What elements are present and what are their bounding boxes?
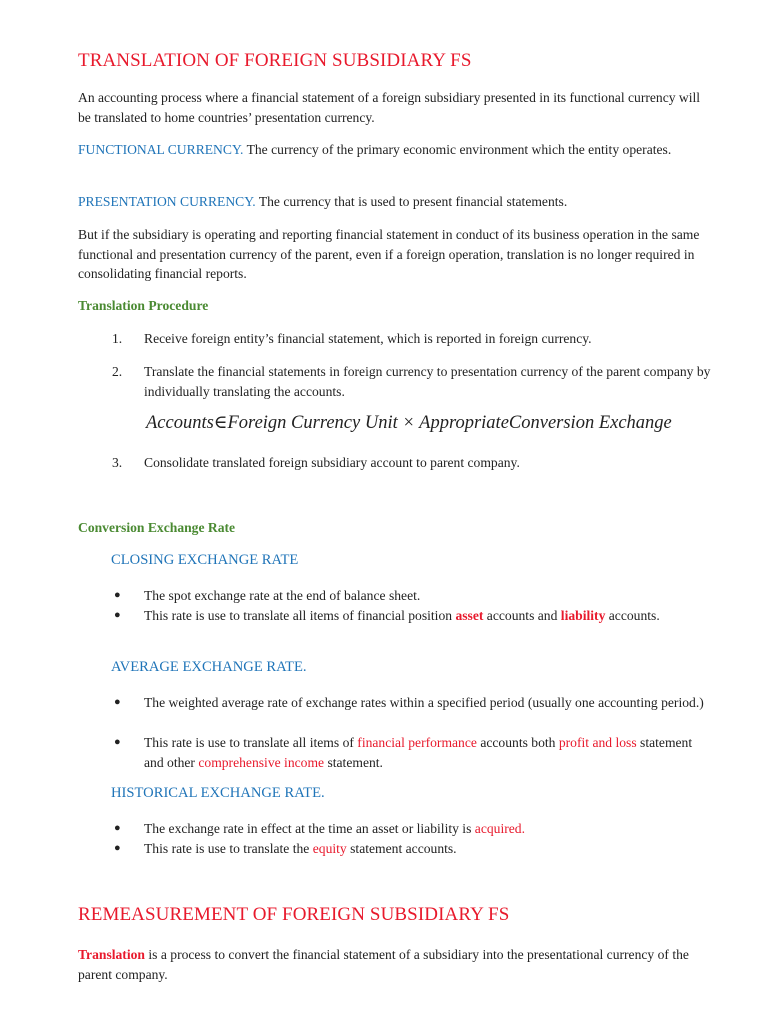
bullet-icon: ● [114,736,121,748]
intro-paragraph: An accounting process where a financial statement of a foreign subsidiary presented in its functional currency will be translated to home countries’ presentation currency. [78,90,701,125]
text-run: This rate is use to translate all items of financial position [144,608,456,623]
step-number: 1. [112,331,123,346]
historical-exchange-rate-heading: HISTORICAL EXCHANGE RATE. [111,785,325,801]
comprehensive-income-highlight: comprehensive income [198,754,325,770]
list-item [78,839,718,859]
functional-currency-definition: The currency of the primary economic environment which the entity operates. [243,142,672,157]
bullet-icon: ● [114,822,121,834]
list-item-text [144,606,714,626]
list-item [78,693,718,733]
text-run: statement accounts. [346,841,457,856]
translation-definition-paragraph [78,945,708,984]
profit-and-loss-highlight: profit and loss [558,735,637,750]
text-run: This rate is use to translate the [144,841,313,856]
liability-highlight: liability [560,608,606,623]
bullet-icon: ● [114,609,121,621]
list-item [78,586,718,606]
procedure-step [78,453,718,473]
text-run: This rate is use to translate all items of [144,735,358,750]
translation-formula: Accounts∈Foreign Currency Unit × AppropriateConversion Exchange [146,413,672,433]
step-text: Translate the financial statements in foreign currency to presentation currency of the parent company by individually translating the accounts. [144,364,711,399]
step-number: 2. [112,364,123,379]
presentation-currency-paragraph [78,192,708,212]
step-text: Consolidate translated foreign subsidiary account to parent company. [144,455,520,470]
procedure-step [78,329,718,349]
closing-exchange-rate-heading: CLOSING EXCHANGE RATE [111,552,299,568]
step-number: 3. [112,455,123,470]
translation-label: Translation [78,947,145,962]
bullet-icon: ● [114,696,121,708]
text-run: statement and other [144,735,693,770]
list-item-text: The spot exchange rate at the end of balance sheet. [144,588,421,603]
list-item [78,819,718,839]
procedure-step [78,362,718,402]
list-item-text [144,839,714,859]
section-title-remeasurement: REMEASUREMENT OF FOREIGN SUBSIDIARY FS [78,904,510,925]
step-text: Receive foreign entity’s financial statement, which is reported in foreign currency. [144,331,592,346]
functional-currency-paragraph [78,140,708,160]
list-item-text: The weighted average rate of exchange rates within a specified period (usually one accounting period.) [144,695,704,710]
presentation-currency-label: PRESENTATION CURRENCY. [78,194,256,209]
bullet-icon: ● [114,842,121,854]
presentation-currency-definition: The currency that is used to present financial statements. [255,194,568,209]
average-exchange-rate-heading: AVERAGE EXCHANGE RATE. [111,659,307,675]
conversion-exchange-rate-heading: Conversion Exchange Rate [78,520,236,535]
text-run: accounts both [476,735,559,750]
list-item [78,606,718,646]
translation-procedure-heading: Translation Procedure [78,298,209,313]
bullet-icon: ● [114,589,121,601]
translation-definition: is a process to convert the financial statement of a subsidiary into the presentational currency of the parent company. [78,947,689,982]
list-item-text [144,733,714,772]
equity-highlight: equity [312,841,347,856]
list-item-text [144,819,714,839]
text-run: statement. [324,754,383,770]
text-run: accounts. [605,608,660,623]
functional-currency-label: FUNCTIONAL CURRENCY. [78,142,244,157]
text-run: accounts and [483,608,561,623]
list-item [78,733,718,773]
text-run: The exchange rate in effect at the time an asset or liability is [144,821,475,836]
asset-highlight: asset [455,608,484,623]
financial-performance-highlight: financial performance [357,735,477,750]
note-paragraph: But if the subsidiary is operating and reporting financial statement in conduct of its business operation in the same functional and presentation currency of the parent, even if a foreign operation, translation is no longer required in consolidating financial reports. [78,227,700,281]
section-title-translation: TRANSLATION OF FOREIGN SUBSIDIARY FS [78,50,472,71]
acquired-highlight: acquired. [474,821,525,836]
